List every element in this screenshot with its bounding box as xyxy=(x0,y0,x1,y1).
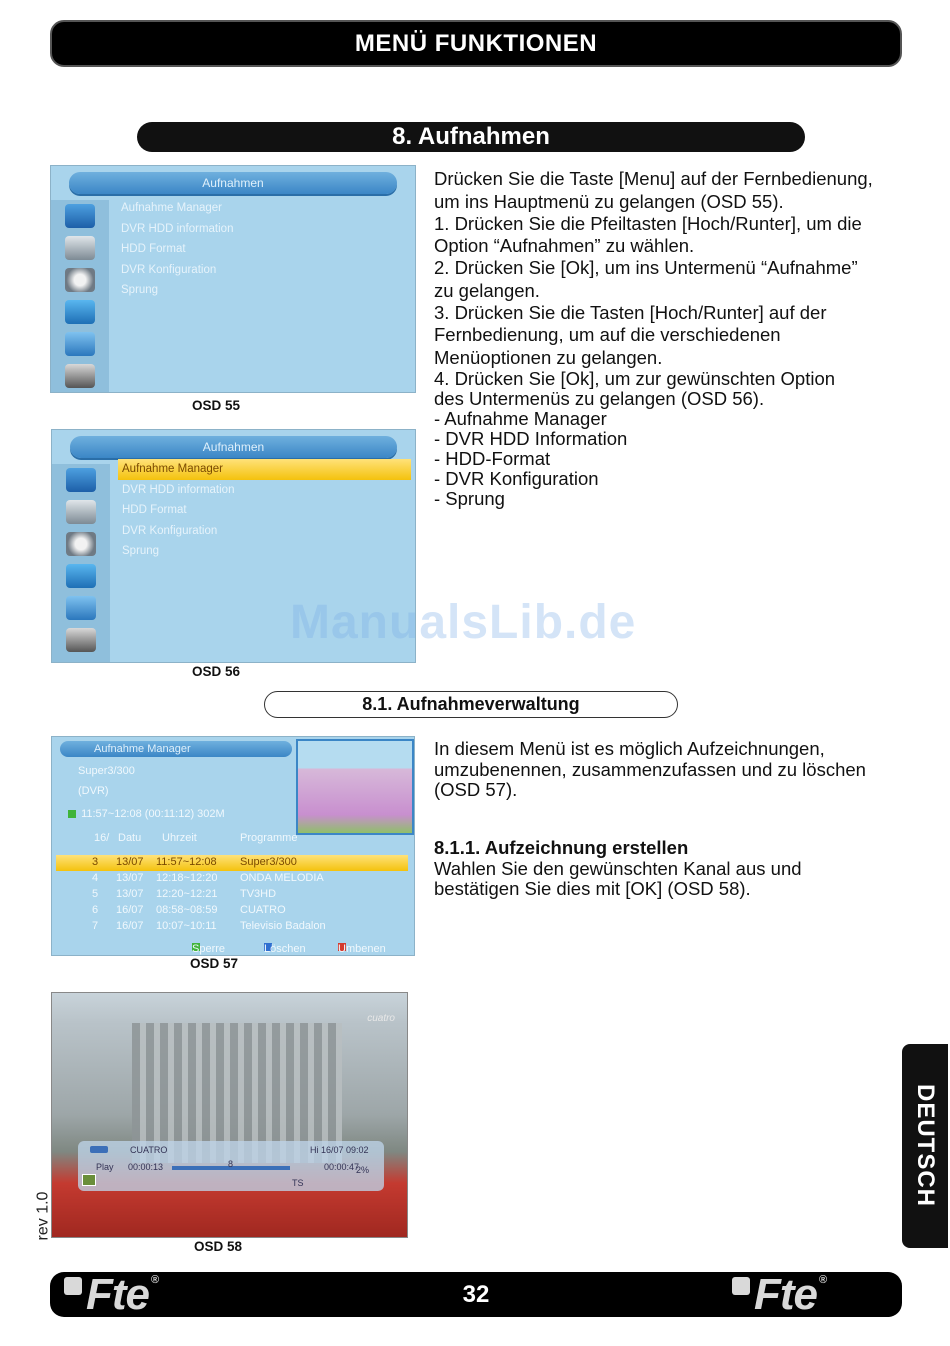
row-programme: CUATRO xyxy=(240,904,286,916)
playback-marker: 8 xyxy=(228,1159,234,1169)
clapper-icon xyxy=(66,628,96,652)
intro-line: des Untermenüs zu gelangen (OSD 56). xyxy=(434,388,765,409)
row-time: 12:18~12:20 xyxy=(156,872,218,884)
section-title-text: 8. Aufnahmen xyxy=(392,123,550,150)
row-date: 16/07 xyxy=(116,920,144,932)
page-header xyxy=(50,20,902,67)
intro-line: um ins Hauptmenü zu gelangen (OSD 55). xyxy=(434,191,784,212)
osd55-menu-list xyxy=(117,198,411,301)
page-number: 32 xyxy=(462,1280,490,1308)
section-811-heading: 8.1.1. Aufzeichnung erstellen xyxy=(434,837,689,858)
osd56-icon-column xyxy=(52,464,110,662)
row-time: 10:07~10:11 xyxy=(156,920,217,932)
playback-clock: 09:02 xyxy=(346,1145,369,1155)
channel-logo: cuatro xyxy=(367,1013,395,1024)
menu-item-dvr-hdd-info[interactable]: DVR HDD information xyxy=(121,222,234,235)
record-icon xyxy=(68,810,76,818)
column-count: 16/ xyxy=(94,832,110,844)
tv-icon xyxy=(66,468,96,492)
menu-item-hdd-format[interactable]: HDD Format xyxy=(121,243,186,255)
intro-line: Fernbedienung, um auf die verschiedenen xyxy=(434,324,781,345)
column-programme: Programme xyxy=(240,832,298,844)
intro-text xyxy=(434,168,904,509)
section-81-line: (OSD 57). xyxy=(434,779,518,800)
menu-item-dvr-konfiguration[interactable]: DVR Konfiguration xyxy=(121,263,217,276)
table-row[interactable] xyxy=(56,871,408,887)
osd57-column-headers xyxy=(52,831,410,847)
gear-icon xyxy=(66,532,96,556)
revision-text: rev 1.0 xyxy=(34,1191,52,1241)
intro-line: 4. Drücken Sie [Ok], um zur gewünschten Option xyxy=(434,368,836,389)
row-time: 11:57~12:08 xyxy=(156,856,217,868)
row-programme: ONDA MELODIA xyxy=(240,872,324,884)
intro-line: zu gelangen. xyxy=(434,280,540,301)
brand-square-icon xyxy=(732,1277,750,1295)
intro-line: Menüoptionen zu gelangen. xyxy=(434,347,663,368)
gear-icon xyxy=(65,268,95,292)
column-time: Uhrzeit xyxy=(162,832,197,844)
subsection-title-text: 8.1. Aufnahmeverwaltung xyxy=(362,694,580,714)
satellite-icon xyxy=(65,236,95,260)
osd58-screen xyxy=(51,992,408,1238)
osd57-title: Aufnahme Manager xyxy=(60,741,292,757)
row-num: 4 xyxy=(92,872,99,884)
osd55-title: Aufnahmen xyxy=(69,172,397,194)
intro-line: Drücken Sie die Taste [Menu] auf der Fernbedienung, xyxy=(434,168,873,189)
video-preview xyxy=(296,739,414,835)
row-date: 16/07 xyxy=(116,904,144,916)
intro-list-item: - DVR HDD Information xyxy=(434,428,628,449)
language-tab-label: DEUTSCH xyxy=(912,1084,939,1208)
row-num: 5 xyxy=(92,888,99,900)
osd57-details xyxy=(68,808,225,820)
row-num: 7 xyxy=(92,920,99,932)
intro-list-item: - Sprung xyxy=(434,488,505,509)
playback-percent: 2% xyxy=(356,1165,370,1175)
intro-line: 3. Drücken Sie die Tasten [Hoch/Runter] auf der xyxy=(434,302,827,323)
row-time: 08:58~08:59 xyxy=(156,904,218,916)
column-date: Datu xyxy=(118,832,142,844)
row-num: 3 xyxy=(92,856,99,868)
intro-list-item: - DVR Konfiguration xyxy=(434,468,599,489)
menu-item-dvr-hdd-info[interactable]: DVR HDD information xyxy=(122,483,235,496)
row-date: 13/07 xyxy=(116,888,144,900)
osd55-screen xyxy=(50,165,416,393)
playback-mode: Play xyxy=(96,1162,114,1172)
legend-loeschen-label: Löschen xyxy=(264,943,306,955)
section-811-line: bestätigen Sie dies mit [OK] (OSD 58). xyxy=(434,878,751,899)
section-811-line: Wahlen Sie den gewünschten Kanal aus und xyxy=(434,857,802,879)
osd57-legend xyxy=(52,937,414,955)
osd55-icon-column xyxy=(51,200,109,392)
registered-mark: ® xyxy=(151,1274,159,1286)
menu-item-dvr-konfiguration[interactable]: DVR Konfiguration xyxy=(122,524,218,537)
intro-line: 2. Drücken Sie [Ok], um ins Untermenü “Aufnahme” xyxy=(434,257,858,278)
osd56-menu-list xyxy=(118,459,411,562)
language-tab xyxy=(902,1044,948,1248)
row-date: 13/07 xyxy=(116,872,144,884)
menu-item-aufnahme-manager-selected[interactable]: Aufnahme Manager xyxy=(118,459,411,480)
section-title xyxy=(137,122,805,152)
brand-logo-right xyxy=(732,1269,827,1319)
playback-format: TS xyxy=(292,1178,304,1188)
playback-elapsed: 00:00:13 xyxy=(128,1162,164,1172)
row-programme: Televisio Badalon xyxy=(240,920,326,932)
subsection-title xyxy=(264,691,678,718)
menu-item-sprung[interactable]: Sprung xyxy=(122,545,160,557)
row-programme: Super3/300 xyxy=(240,856,297,868)
row-date: 13/07 xyxy=(116,856,144,868)
osd56-title: Aufnahmen xyxy=(70,436,397,458)
table-row[interactable] xyxy=(56,887,408,903)
box-icon xyxy=(65,300,95,324)
intro-list-item: - Aufnahme Manager xyxy=(434,408,607,429)
legend-umbenen-label: Umbenen xyxy=(338,943,386,955)
playback-channel: CUATRO xyxy=(130,1145,168,1155)
channel-icon xyxy=(90,1146,108,1153)
osd57-caption: OSD 57 xyxy=(190,956,239,971)
brand-name: Fte xyxy=(86,1269,149,1319)
osd57-screen xyxy=(51,736,415,956)
osd57-details-text: 11:57~12:08 (00:11:12) 302M xyxy=(81,808,225,820)
menu-item-sprung[interactable]: Sprung xyxy=(121,284,159,296)
intro-line: Option “Aufnahmen” zu wählen. xyxy=(434,235,695,256)
osd56-caption: OSD 56 xyxy=(192,664,241,679)
watermark: ManualsLib.de xyxy=(290,596,637,649)
row-num: 6 xyxy=(92,904,99,916)
page-footer xyxy=(50,1269,902,1319)
playback-bar xyxy=(78,1141,384,1191)
playback-total: 00:00:47 xyxy=(324,1162,360,1172)
registered-mark: ® xyxy=(819,1274,827,1286)
header-title: MENÜ FUNKTIONEN xyxy=(354,29,598,57)
box-icon xyxy=(66,564,96,588)
osd57-type: (DVR) xyxy=(78,785,109,797)
satellite-icon xyxy=(66,500,96,524)
folder-icon xyxy=(65,332,95,356)
intro-line: 1. Drücken Sie die Pfeiltasten [Hoch/Runter], um die xyxy=(434,213,862,234)
brand-name: Fte xyxy=(754,1269,817,1319)
section-811-text xyxy=(434,838,904,900)
osd55-caption: OSD 55 xyxy=(192,398,241,413)
clapper-icon xyxy=(65,364,95,388)
table-row[interactable] xyxy=(56,903,408,919)
table-row[interactable] xyxy=(56,855,408,871)
intro-list-item: - HDD-Format xyxy=(434,448,551,469)
tv-icon xyxy=(65,204,95,228)
revision-label xyxy=(28,1185,58,1247)
row-time: 12:20~12:21 xyxy=(156,888,218,900)
menu-item-hdd-format[interactable]: HDD Format xyxy=(122,504,187,516)
folder-icon xyxy=(66,596,96,620)
row-programme: TV3HD xyxy=(240,888,277,900)
section-81-line: umzubenennen, zusammenzufassen und zu löschen xyxy=(434,758,866,780)
record-status-icon xyxy=(82,1174,96,1186)
section-81-text xyxy=(434,739,904,801)
table-row[interactable] xyxy=(56,919,408,935)
section-81-line: In diesem Menü ist es möglich Aufzeichnungen, xyxy=(434,738,825,759)
osd58-caption: OSD 58 xyxy=(194,1239,243,1254)
osd57-channel: Super3/300 xyxy=(78,765,135,777)
menu-item-aufnahme-manager[interactable]: Aufnahme Manager xyxy=(121,202,223,214)
legend-sperre-label: Sperre xyxy=(192,943,226,955)
playback-date: Hi 16/07 xyxy=(310,1145,344,1155)
